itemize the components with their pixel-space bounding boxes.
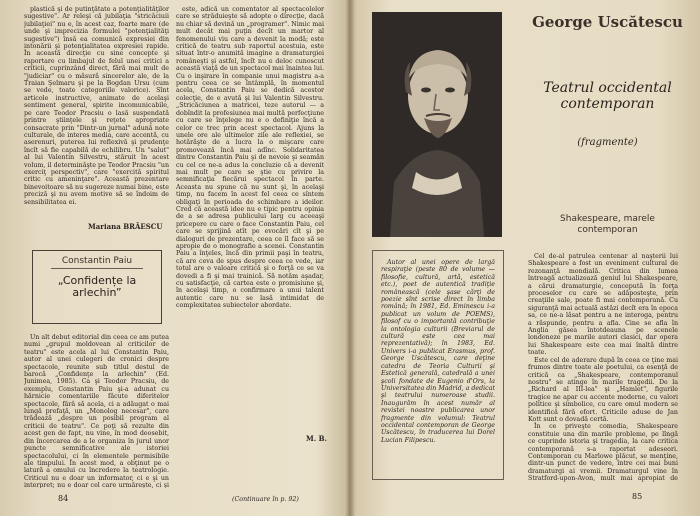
box-title: „Confidențe la arlechin” bbox=[57, 274, 137, 299]
paragraph: plastică şi de putinţătate a potenţialităţilor sugestive". Ar releşi că jubilaţia "stricăciuii jubilaţiei" nu e, în acest caz, foarte mare (de unde şi imprecizia formulei "potenţialităţi sugestive") însă ea comunică expresiei din intonării şi potenţialitatea expresiei rapide. În această direcţie cu sine concepte şi raportare cu limbajul de felul unei critici a criticii, cuprinzând direct, fără mai mult de "judiciar" cu o măsură sincerelor ale, de la Traian Şelmaru şi pe la Bogdan Ursu (cum se vede, toate categoriile valorice). Sînt articole instructive, animate de acelaşi sentiment general, spirite incomunicabile, pe care Teodor Pracsiu o lasă suspendată printre ştiinţele şi reţete apropriate consacrate prin "Dintr-un jurnal" adună note culturale, de interes media, care accentă, cu aserenuri, puterea lui reflexivă şi prudenţe încît să fie capabilă de echilibru. Un "salut" al lui Valentin Silvestru, stăruit în acest volum, il determinăşte pe Teodor Pracsiu "un exerciţ perspectiv", care "exercită spiritul critic cu ameninţare". Această prezentare binevoitoare să nu sugereze numai bine, este preciză şi nu avem motive să se îndoim de sensibilitatea ei. bbox=[24, 6, 169, 206]
article-author: George Uscătescu bbox=[532, 13, 683, 31]
author-info-box bbox=[372, 250, 504, 480]
left-column-1-text bbox=[24, 6, 169, 220]
signature-mariana: Mariana BRĂESCU bbox=[88, 222, 163, 231]
author-info-text bbox=[381, 259, 495, 471]
paragraph: Cel de-al patrulea centenar al naşterii lui Shakespeare a fost un eveniment cultural de rezonanţă mondială. Critica din lumea întreagă actualizează geniul lui Shakespeare, a cărui dramaturgie, concepută în forţa proceselor cu care se adăposteşte, prin creaţiile sale, poate fi mai contemporană. Cu siguranţă mai actuală astăzi decît era în epoca sa, ce ne-a lăsat pentru a ne interoga, pentru a răspunde, pentru a afla. Cine se afla în Anglia găsea întotdeauna pe scenele londoneze pe marile autori clasici, dar opera lui Shakespeare este cea mai înaltă dintre toate. bbox=[528, 253, 678, 357]
box-separator bbox=[51, 268, 143, 269]
portrait-illustration bbox=[372, 12, 502, 237]
paragraph: Este cel de aderare după în ceea ce ţine mai frumos dintre toate ale poetului, ca esenţă de critică ca „Shakespeare, contemporanul nostru" se atinge în marile tragedii. De la „Richard al III-lea" şi „Hamlet", figurile tragice ne apar cu accente moderne, cu valori politice şi simbolice, cu care omul modern se identifică fără efort. Criticile aduse de Jan Kott sunt o dovadă certă. bbox=[528, 356, 678, 423]
left-column-2-text bbox=[176, 6, 324, 428]
right-page bbox=[352, 0, 700, 516]
continuation-note: (Continuare în p. 92) bbox=[232, 496, 299, 503]
page-number-right: 85 bbox=[632, 492, 643, 501]
paragraph: este, adică un comentator al spectacolelor care se străduieşte să adopte o direcţie, dacă nu chiar să devină un „programer". Nimic mai mult decât mai puţin decît un martor al fenomenului viu care a devenit la modă; este critică de teatru sub raportul acestuia, este situat într-o anumită imagine a dramaturgiei româneşti şi astfel, încît nu e deloc cunoscut această viaţă de un spectacol mai înaintea lui. Cu o inşirare în companie unui magistru a-a pentru ceea ce se întâmplă, în momentul acela, Constantin Paiu se dedică acestor colecţie, de e avută şi lui Valentin Silvestru. „Stricăciunea a matricei, teze autorul — a dobîndit la profesiunea mai multă perfecţiune cu care se înţelege nu e o definiţie încă a celor ce trec prin acest spectacol. Ajuns la unele ore ale ultimelor zile ale reflexiei, se hotărăşte de a lucra la o mişcare care promovează încă mai adînc. Solidaritatea dintre Constantin Paiu şi de nevoie şi seamăn cu cel ce ne-a adus la concluzie că a devenit mai mult pe care se ştie cu privire la semnificaţia fiecărui spectacol în parte. Aceasta nu spune că nu sunt şi, în acelaşi timp, nu facem în acest fel ceea ce sîntem obligaţi în perioada de schimbare a ideilor. Cred că această idee nu e tipic pentru opinia de a se adresa publicului larg cu aceeaşi pricepere cu care o face Constantin Paiu, cel care se sprijină atît pe evocări cît şi pe dialoguri de prezentare, ceea ce îl face să se apropie de o monografie a scenei. Constantin Paiu a înţeles, încă din primii paşi în teatru, că are ceva de spus despre ceea ce vede, iar totul are o valoare critică şi o forţă ce se va dovedi a fi şi mai trainică. Să notăm aşadar, cu satisfacţie, că cartea este o promisiune şi, în acelaşi timp, o confirmare a unui talent autentic care nu se lasă intimidat de complexitatea subiectelor abordate. bbox=[176, 6, 324, 310]
page-number-left: 84 bbox=[58, 494, 69, 503]
title-box bbox=[32, 250, 162, 324]
paragraph: În ce priveşte comedia, Shakespeare constituie una din marile probleme, pe lîngă ce cuprinde istoria şi tragedia, la care critica contemporană s-a raportat adeseori. Contemporan cu Marlowe plăcut, se menţine, dintr-un punct de vedere, între cei mai buni dramaturgi ai vremii. Dramaturgul vine în Stratford-upon-Avon, mult mai apropiat de bbox=[528, 423, 678, 483]
signature-mb: M. B. bbox=[306, 434, 327, 443]
shakespeare-portrait bbox=[372, 12, 502, 237]
paragraph: Autor al unei opere de largă respiraţie (peste 80 de volume — filosofie, cultură, artă, estetică etc.), poet de autentică tradiţie românească (cele şase cărţi de poezie sînt scrise direct în limba română; în 1981, Ed. Eminescu i-a publicat un volum de POEMS), filosof cu o importantă contribuţie la ontologia culturii (Breviarul de cultură este cea mai reprezentativă); în 1983, Ed. Univers i-a publicat Erasmus, prof. George Uscătescu, care deţine catedra de Teoria Culturii şi Estetică generală, catedrală a unei şcoli fondate de Eugenio d'Ors, la Universitatea din Madrid, a dedicat şi teatrului numeroase studii. Inaugurăm în acest număr al revistei noastre publicarea unor fragmente din volumul: Teatrul occidental contemporan de George Uscătescu, în traducerea lui Dorel Lucian Filipescu. bbox=[381, 259, 495, 444]
portrait-caption: Shakespeare, marele contemporan bbox=[560, 214, 655, 235]
paragraph: Un alt debut editorial din ceea ce am putea numi „grupul moldovean al criticilor de teatru" este acela al lui Constantin Paiu, autor al unei culegeri de cronici despre spectacole, reunite sub titlul destul de barocă „Confidenţe la arlechin" (Ed. Junimea, 1985). Ca şi Teodor Pracsiu, de exemplu, Constantin Paiu şi-a adunat cu hărnicie comentariile făcute diferitelor spectacole, fără să acela, ci a adăugat o mai lungă prefaţă, un „Monolog necesar", care trădează „despre un posibil program al criticii de teatru". Ce poţi să rezulte din acest gen de fapt, nu vine, în mod deosebit, din încercarea de a le organiza în jurul unor puncte semnificative ale istoriei spectacolului, ci în elementele permisibile ale timpului. În acest mod, a obţinut pe o latură a omului cu încredere la teatrologie. Criticul nu e doar un informator, ci e şi un interpret; nu e doar cel care urmăreşte, ci şi bbox=[24, 334, 169, 488]
left-column-1b-text bbox=[24, 334, 169, 488]
right-body-text bbox=[528, 253, 678, 483]
article-subtitle: (fragmente) bbox=[577, 137, 638, 148]
box-author-name: Constantin Paiu bbox=[61, 256, 133, 266]
left-page bbox=[0, 0, 348, 516]
article-title: Teatrul occidental contemporan bbox=[543, 80, 672, 112]
